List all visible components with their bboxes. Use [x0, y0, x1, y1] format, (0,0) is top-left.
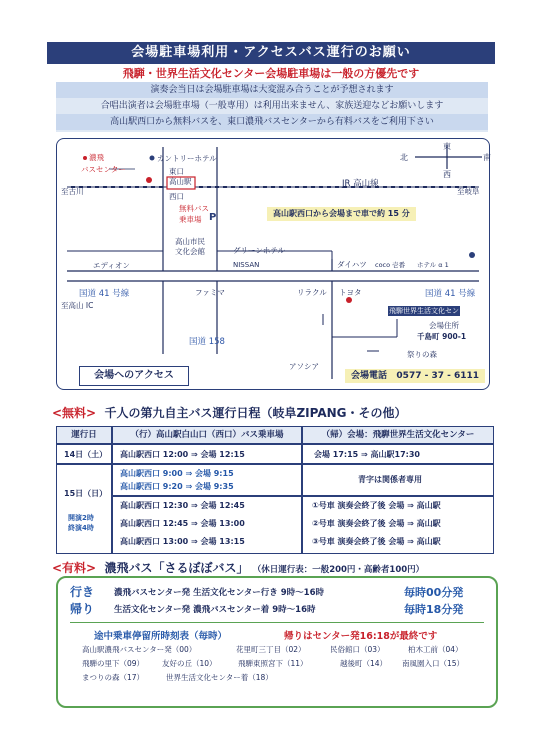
label-free-bus-stop: 乗車場 [179, 215, 202, 224]
label-to-gifu: 至岐阜 [457, 187, 480, 196]
day14-go: 高山駅西口 12:00 ⇒ 会場 12:15 [120, 450, 245, 459]
stop-item: 南風園入口（15） [402, 659, 465, 668]
col-go: （行）高山駅白山口（西口）バス乗車場 [112, 426, 302, 444]
return-frequency: 毎時18分発 [404, 603, 464, 616]
day-15: 15日（日） [64, 489, 108, 498]
label-nishiguchi: 西口 [169, 192, 184, 201]
paid-bus-heading [52, 559, 424, 576]
parking-icon: P [209, 212, 217, 223]
compass-south: 南 [483, 153, 491, 162]
row-15-date [56, 464, 112, 554]
label-free-bus: 無料バス [179, 204, 209, 213]
day15-go-5: 高山駅西口 13:00 ⇒ 会場 13:15 [120, 537, 245, 546]
label-coco: coco 壱番 [375, 261, 406, 269]
notice-line: 高山駅西口から無料バスを、東口濃飛バスセンターから有料バスをご利用下さい [56, 114, 488, 130]
stop-item: 飛騨の里下（09） [82, 659, 145, 668]
label-jr-line: JR 高山線 [342, 179, 379, 189]
stop-item: 民俗館口（03） [330, 645, 385, 654]
label-takayama-ic: 至高山 IC [61, 301, 94, 310]
paid-bus-box [56, 576, 498, 708]
label-route-41-right: 国道 41 号線 [425, 289, 476, 299]
stop-item: まつりの森（17） [82, 673, 145, 682]
stop-item: 柏木工前（04） [408, 645, 463, 654]
stop-item: 花里町三丁目（02） [236, 645, 306, 654]
col-date: 運行日 [56, 426, 112, 444]
venue-phone-box [345, 369, 485, 383]
label-matsuri-mori: 祭りの森 [407, 350, 437, 359]
col-return: （帰）会場：飛騨世界生活文化センター [302, 426, 494, 444]
stop-item: 友好の丘（10） [162, 659, 217, 668]
access-map [56, 138, 490, 390]
day15-go-4: 高山駅西口 12:45 ⇒ 会場 13:00 [120, 519, 245, 528]
paid-tag: <有料> [52, 561, 97, 575]
label-nissan: NISSAN [233, 261, 260, 269]
day15-go-3: 高山駅西口 12:30 ⇒ 会場 12:45 [120, 501, 245, 510]
compass-north: 北 [400, 153, 408, 162]
label-venue-address: 会場住所 [429, 321, 459, 330]
return-2: ②号車 演奏会終了後 会場 ⇒ 高山駅 [312, 519, 441, 528]
label-country-hotel: カントリーホテル [157, 154, 217, 163]
day15-note: 青字は関係者専用 [358, 475, 422, 484]
label-nohi: 濃飛 [89, 153, 104, 162]
stop-item: 高山駅濃飛バスセンター発（00） [82, 645, 197, 654]
label-hotel-alpha: ホテル α 1 [417, 261, 449, 269]
free-bus-schedule [56, 426, 494, 554]
drive-time-note: 高山駅西口から会場まで車で約 15 分 [267, 207, 416, 221]
label-green-hotel: グリーンホテル [233, 246, 285, 255]
stop-item: 世界生活文化センター着（18） [166, 673, 273, 682]
page-title: 会場駐車場利用・アクセスバス運行のお願い [47, 42, 495, 64]
subtitle: 飛騨・世界生活文化センター会場駐車場は一般の方優先です [122, 67, 420, 80]
stop-item: 飛騨東照宮下（11） [238, 659, 308, 668]
label-bus-center: バスセンター [81, 165, 126, 174]
paid-bus-fare: （休日運行表：一般200円・高齢者100円） [252, 565, 425, 575]
venue-phone-label: 会場電話 [351, 371, 388, 381]
label-civic-hall: 高山市民 [175, 237, 205, 246]
return-3: ③号車 演奏会終了後 会場 ⇒ 高山駅 [312, 537, 441, 546]
stop-item: 越後町（14） [340, 659, 388, 668]
label-relax: リラクル [297, 288, 327, 297]
notice-line: 合唱出演者は会場駐車場（一般専用）は利用出来ません、家族送迎などお願いします [100, 101, 444, 111]
go-frequency: 毎時00分発 [404, 586, 464, 599]
day14-return: 会場 17:15 ⇒ 高山駅17:30 [314, 450, 420, 459]
go-label: 行き [70, 585, 95, 599]
return-label: 帰り [70, 602, 95, 616]
access-title: 会場へのアクセス [79, 366, 189, 386]
stops-title: 途中乗車停留所時刻表（毎時） [94, 631, 228, 642]
label-higashiguchi: 東口 [169, 167, 184, 176]
close-time: 終演4時 [68, 524, 94, 532]
go-text: 濃飛バスセンター発 生活文化センター行き 9時～16時 [114, 588, 324, 598]
stops-last-bus: 帰りはセンター発16:18が最終です [284, 631, 438, 642]
label-daihatsu: ダイハツ [337, 260, 367, 269]
divider [70, 622, 484, 623]
label-route-41-left: 国道 41 号線 [79, 289, 130, 299]
free-bus-title: 千人の第九自主バス運行日程（岐阜ZIPANG・その他） [104, 406, 407, 420]
return-1: ①号車 演奏会終了後 会場 ⇒ 高山駅 [312, 501, 441, 510]
venue-marker: 飛騨世界生活文化センター [389, 307, 459, 325]
compass-west: 西 [443, 170, 451, 179]
free-tag: <無料> [52, 406, 97, 420]
free-bus-heading [52, 404, 407, 421]
compass-east: 東 [443, 142, 451, 151]
label-toyota: トヨタ [339, 288, 362, 297]
notice-box [56, 82, 488, 132]
paid-bus-title: 濃飛バス「さるぼぼバス」 [104, 561, 249, 575]
label-to-furukawa: 至古川 [61, 187, 84, 196]
label-familymart: ファミマ [195, 288, 225, 297]
notice-line: 演奏会当日は会場駐車場は大変混み合うことが予想されます [56, 82, 488, 98]
day15-go-1: 高山駅西口 9:00 ⇒ 会場 9:15 [120, 469, 234, 478]
venue-phone: 0577 - 37 - 6111 [396, 371, 480, 381]
label-aposia: アソシア [289, 362, 319, 371]
venue-address: 千島町 900-1 [417, 332, 467, 341]
return-text: 生活文化センター発 濃飛バスセンター着 9時～16時 [114, 605, 316, 615]
label-edion: エディオン [93, 261, 130, 270]
open-time: 開演2時 [68, 514, 94, 522]
day-14: 14日（土） [64, 450, 108, 459]
label-route-158: 国道 158 [189, 337, 225, 347]
label-civic-hall-2: 文化会館 [175, 247, 205, 256]
label-takayama-station: 高山駅 [169, 177, 192, 186]
day15-go-2: 高山駅西口 9:20 ⇒ 会場 9:35 [120, 482, 234, 491]
